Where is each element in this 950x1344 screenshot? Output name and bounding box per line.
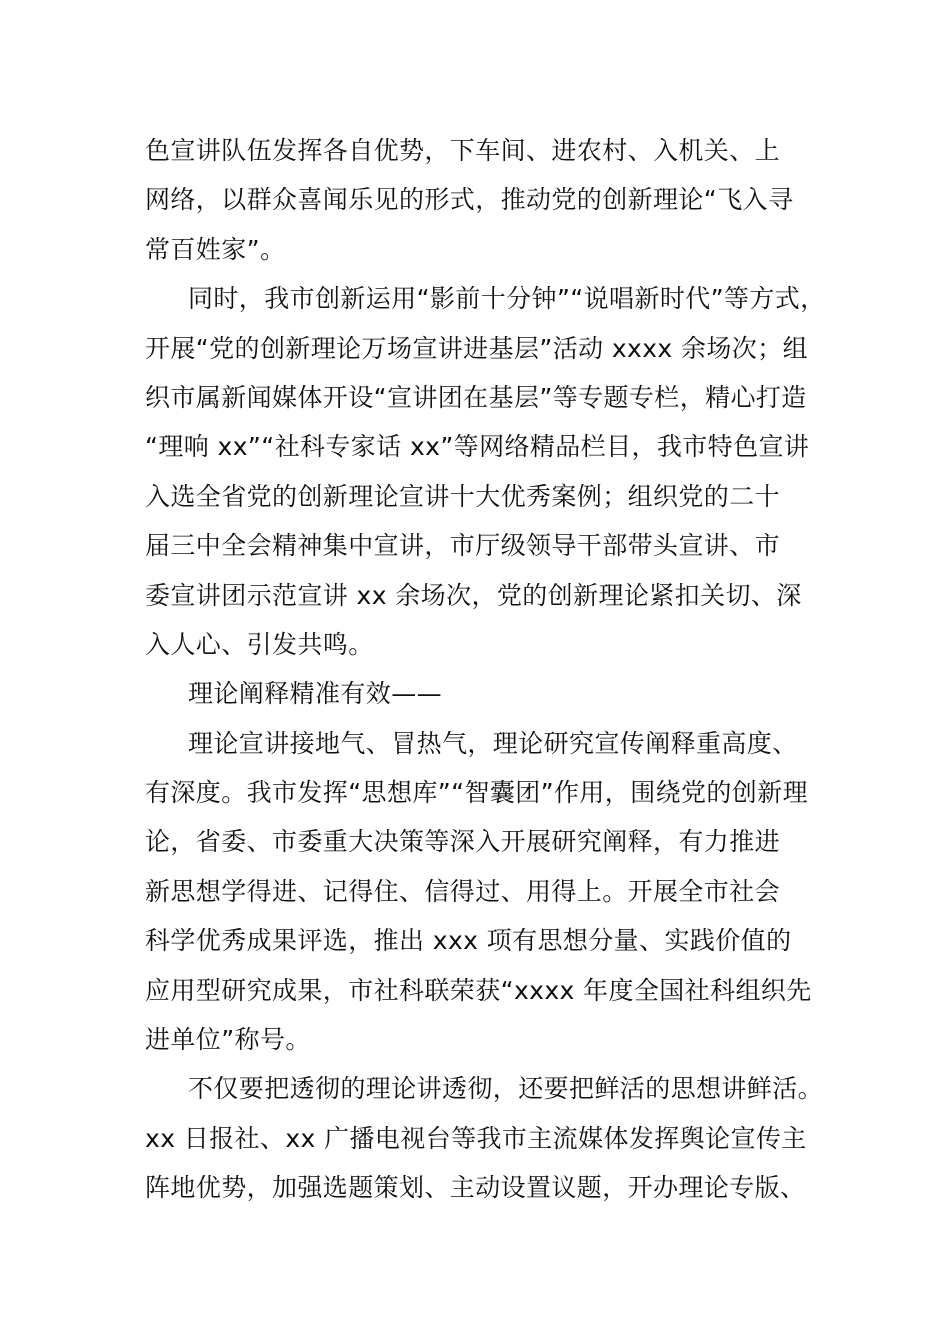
paragraph-first-line: 同时，我市创新运用“影前十分钟”“说唱新时代”等方式，: [188, 284, 826, 314]
document-body: [145, 126, 825, 1213]
text-line: 应用型研究成果，市社科联荣获“xxxx 年度全国社科组织先: [145, 975, 812, 1005]
text-line: 色宣讲队伍发挥各自优势，下车间、进农村、入机关、上: [145, 136, 781, 165]
text-line: 网络，以群众喜闻乐见的形式，推动党的创新理论“飞入寻: [145, 185, 794, 215]
text-line: 阵地优势，加强选题策划、主动设置议题，开办理论专版、: [145, 1173, 806, 1203]
text-line: 开展“党的创新理论万场宣讲进基层”活动 xxxx 余场次；组: [145, 333, 808, 363]
text-line: 新思想学得进、记得住、信得过、用得上。开展全市社会: [145, 876, 781, 906]
paragraph-first-line: 理论宣讲接地气、冒热气，理论研究宣传阐释重高度、: [188, 728, 798, 758]
paragraph-first-line: 不仅要把透彻的理论讲透彻，还要把鲜活的思想讲鲜活。: [188, 1074, 824, 1104]
text-line: 有深度。我市发挥“思想库”“智囊团”作用，围绕党的创新理: [145, 778, 809, 808]
text-line: 论，省委、市委重大决策等深入开展研究阐释，有力推进: [145, 827, 781, 857]
text-line: 进单位”称号。: [145, 1025, 311, 1055]
text-line: 入人心、引发共鸣。: [145, 629, 374, 659]
section-heading: 理论阐释精准有效——: [188, 679, 443, 709]
text-line: xx 日报社、xx 广播电视台等我市主流媒体发挥舆论宣传主: [145, 1123, 807, 1153]
text-line: 入选全省党的创新理论宣讲十大优秀案例；组织党的二十: [145, 481, 781, 511]
text-line: 织市属新闻媒体开设“宣讲团在基层”等专题专栏，精心打造: [145, 382, 807, 412]
text-line: 届三中全会精神集中宣讲，市厅级领导干部带头宣讲、市: [145, 531, 781, 561]
text-line: 科学优秀成果评选，推出 xxx 项有思想分量、实践价值的: [145, 926, 792, 956]
text-line: “理响 xx”“社科专家话 xx”等网络精品栏目，我市特色宣讲: [145, 432, 810, 462]
text-line: 常百姓家”。: [145, 234, 286, 264]
text-line: 委宣讲团示范宣讲 xx 余场次，党的创新理论紧扣关切、深: [145, 580, 802, 610]
